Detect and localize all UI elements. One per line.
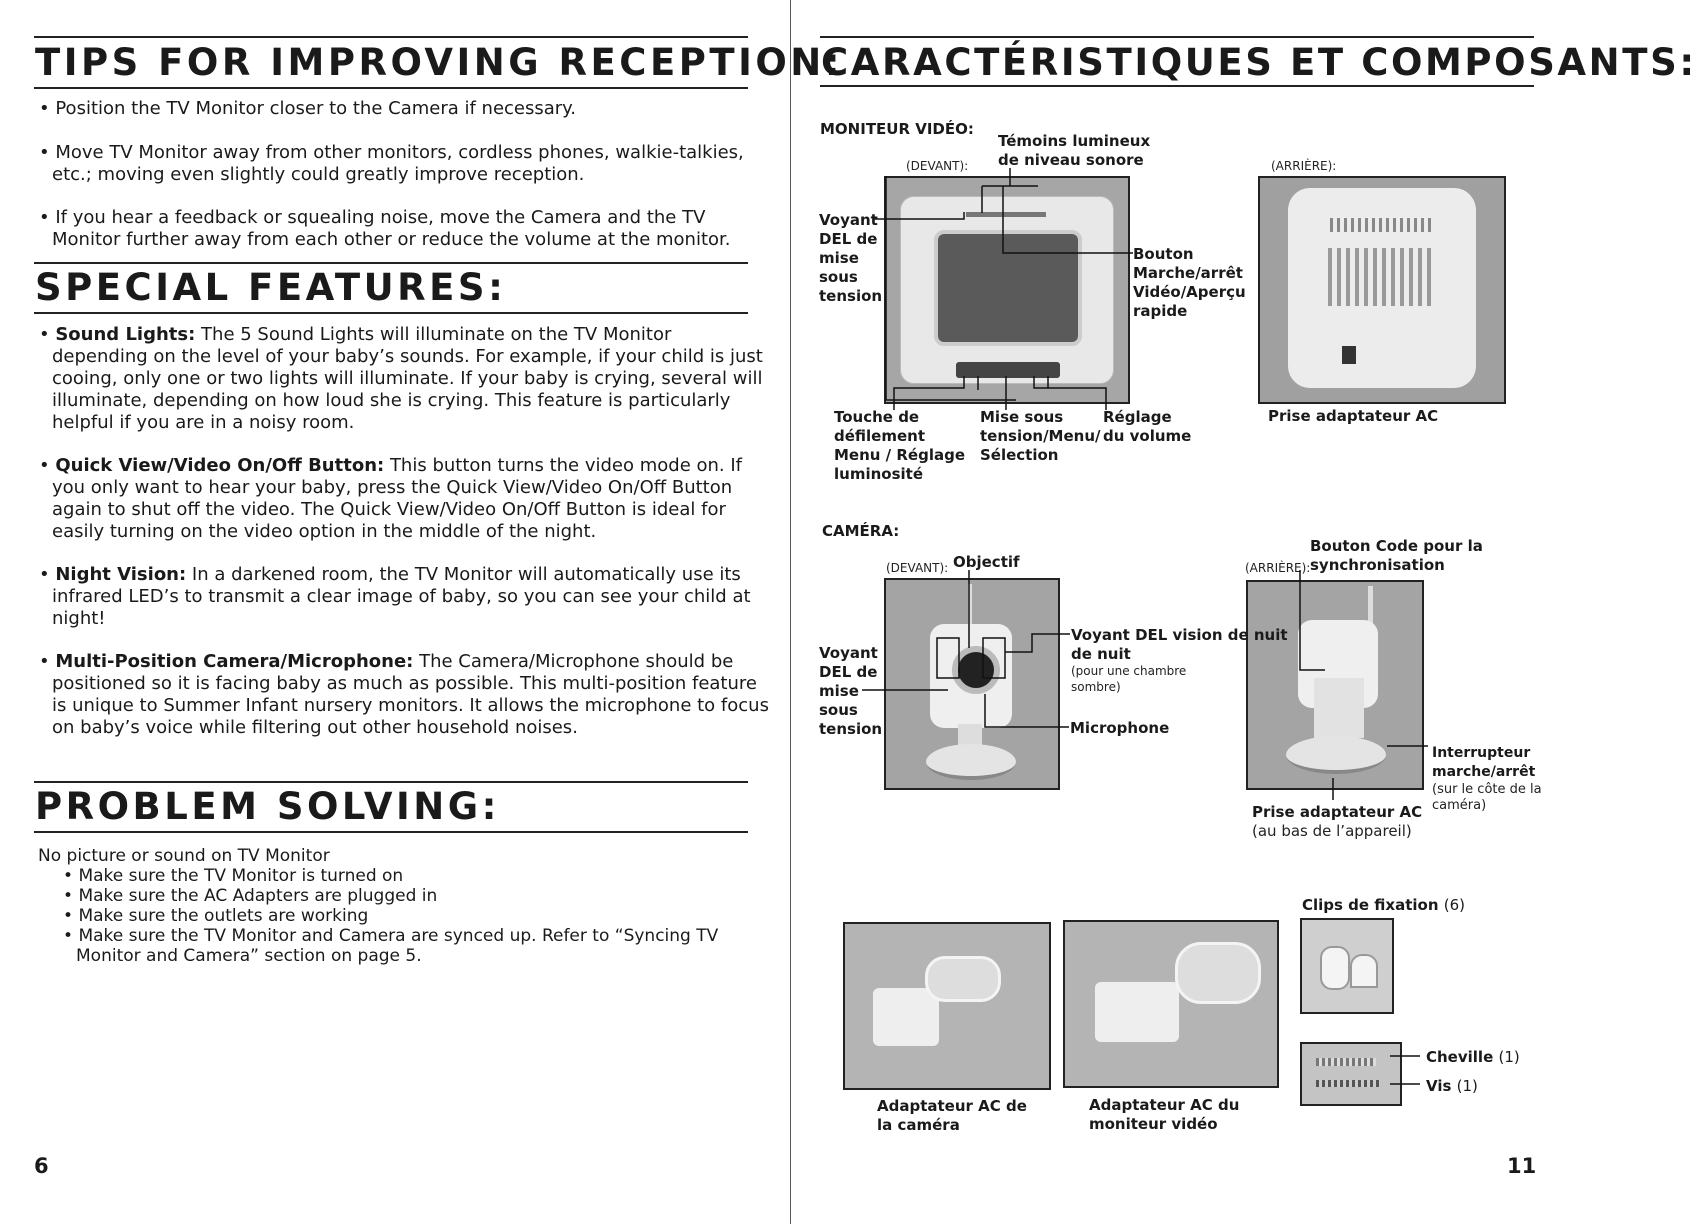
power-menu-label: Mise sous tension/Menu/ Sélection [980, 408, 1101, 464]
night-led-note: (pour une chambre sombre) [1071, 664, 1187, 694]
night-led-label-2: de nuit [1071, 645, 1131, 663]
tip-item: • Move TV Monitor away from other monitors, cordless phones, walkie-talkies, etc.; moving even slightly could greatly improve reception. [39, 142, 744, 185]
problem-item: • Make sure the AC Adapters are plugged in [63, 886, 438, 906]
camera-power-led-label: Voyant DEL de mise sous tension [819, 644, 883, 738]
screw-label: Vis (1) [1426, 1077, 1478, 1095]
monitor-title: MONITEUR VIDÉO: [820, 120, 974, 138]
monitor-adapter-label: Adaptateur AC du moniteur vidéo [1089, 1096, 1240, 1133]
sound-lights-label: Témoins lumineux de niveau sonore [998, 132, 1151, 169]
monitor-button-label: Bouton Marche/arrêt Vidéo/Aperçu rapide [1133, 245, 1246, 320]
problem-heading: PROBLEM SOLVING: [35, 785, 500, 828]
monitor-front-label: (DEVANT): [906, 159, 969, 173]
callout-line [937, 638, 959, 678]
callout-line [1005, 634, 1070, 652]
problem-intro: No picture or sound on TV Monitor [38, 846, 330, 866]
callout-line [894, 376, 964, 410]
callout-line [985, 694, 1069, 727]
features-heading: SPECIAL FEATURES: [35, 266, 507, 309]
callout-line [1300, 570, 1325, 670]
scroll-menu-label: Touche de défilement Menu / Réglage luminosité [834, 408, 966, 483]
switch-note: (sur le côte de la caméra) [1432, 782, 1542, 813]
night-led-label: Voyant DEL vision de nuit [1071, 626, 1288, 644]
problem-item: • Make sure the TV Monitor and Camera are synced up. Refer to “Syncing TV Monitor and Camera” section on page 5. [63, 926, 719, 966]
camera-ac-jack-note: (au bas de l’appareil) [1252, 822, 1412, 840]
callout-line [886, 176, 1016, 400]
switch-label: Interrupteur marche/arrêt [1432, 745, 1536, 780]
sync-button-label: Bouton Code pour la synchronisation [1310, 537, 1483, 574]
tips-heading: TIPS FOR IMPROVING RECEPTION: [35, 41, 844, 84]
camera-adapter-label: Adaptateur AC de la caméra [877, 1097, 1027, 1134]
monitor-ac-jack-label: Prise adaptateur AC [1268, 407, 1439, 425]
clips-label: Clips de fixation (6) [1302, 896, 1466, 914]
feature-night-vision: • Night Vision: In a darkened room, the TV Monitor will automatically use its infrared LED’s to transmit a clear image of baby, so you can see your child at night! [39, 564, 751, 629]
camera-front-label: (DEVANT): [886, 561, 949, 575]
page-number: 11 [1507, 1154, 1537, 1178]
problem-item: • Make sure the TV Monitor is turned on [63, 866, 404, 886]
callout-line [1003, 186, 1133, 253]
feature-sound-lights: • Sound Lights: The 5 Sound Lights will illuminate on the TV Monitor depending on the level of your baby’s sounds. For example, if your child is just cooing, only one or two lights will illuminate. If your baby is crying, several will illuminate, depending on how loud she is crying. This feature is particularly helpful if you are in a noisy room. [39, 324, 763, 433]
camera-title: CAMÉRA: [822, 522, 900, 540]
microphone-label: Microphone [1070, 719, 1170, 737]
volume-label: Réglage du volume [1103, 408, 1192, 445]
tip-item: • Position the TV Monitor closer to the Camera if necessary. [39, 98, 576, 119]
features-components-heading: CARACTÉRISTIQUES ET COMPOSANTS: [821, 41, 1697, 84]
camera-back-label: (ARRIÈRE): [1245, 561, 1311, 575]
monitor-power-led-label: Voyant DEL de mise sous tension [819, 211, 883, 305]
callout-line [874, 212, 964, 219]
callout-line [1034, 376, 1106, 410]
monitor-back-label: (ARRIÈRE): [1271, 159, 1337, 173]
lens-label: Objectif [953, 553, 1020, 571]
page-number: 6 [34, 1154, 49, 1178]
callout-line [983, 638, 1005, 678]
tip-item: • If you hear a feedback or squealing noise, move the Camera and the TV Monitor further away from each other or reduce the volume at the monitor. [39, 207, 731, 250]
feature-quick-view: • Quick View/Video On/Off Button: This button turns the video mode on. If you only want to hear your baby, press the Quick View/Video On/Off Button again to shut off the video. The Quick View/Video On/Off Button is ideal for easily turning on the video option in the middle of the night. [39, 455, 743, 542]
anchor-label: Cheville (1) [1426, 1048, 1520, 1066]
feature-multi-position: • Multi-Position Camera/Microphone: The Camera/Microphone should be positioned so it is facing baby as much as possible. This multi-position feature is unique to Summer Infant nursery monitors. It allows the microphone to focus on baby’s voice while filtering out other household noises. [39, 651, 769, 738]
problem-item: • Make sure the outlets are working [63, 906, 369, 926]
camera-ac-jack-label: Prise adaptateur AC [1252, 803, 1423, 821]
